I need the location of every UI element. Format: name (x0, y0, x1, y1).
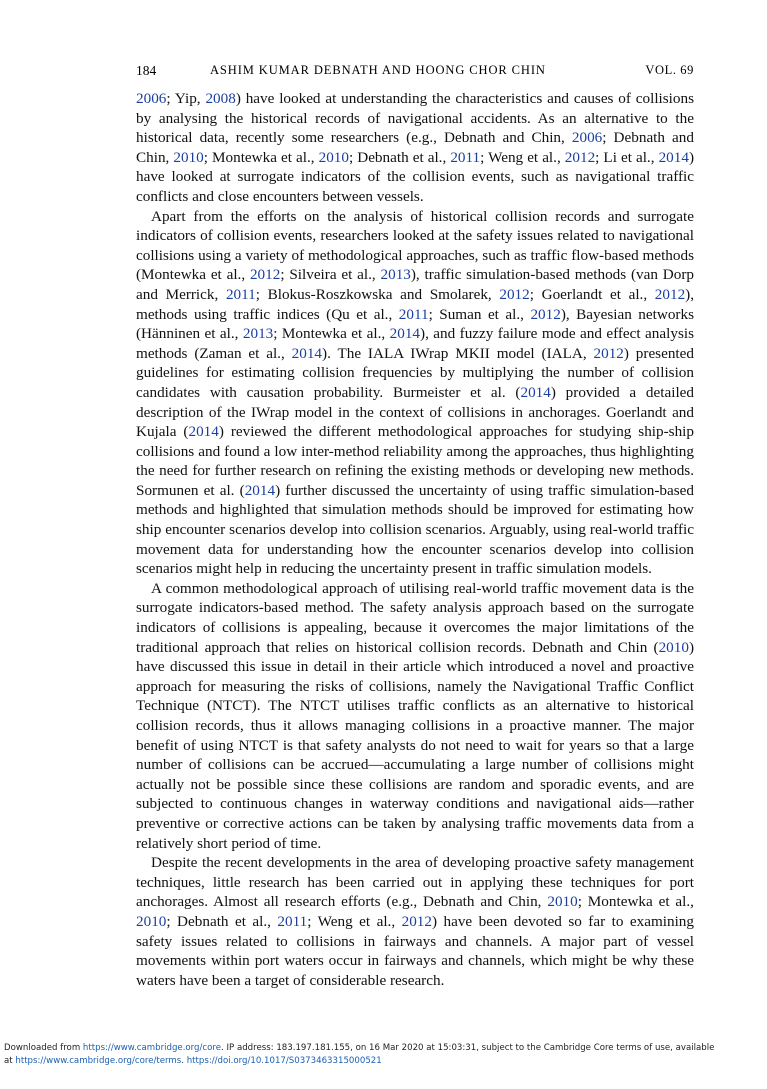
text-run: ), methods using traffic indices (Qu et al., (136, 285, 695, 323)
citation-link[interactable]: 2014 (389, 325, 421, 343)
running-header (136, 63, 694, 81)
text-run: Despite the recent developments in the area of developing proactive safety management techniques, little research has been carried out in applying these techniques for port anchorages. Almost all research efforts (e.g., Debnath and Chin, (136, 854, 694, 911)
citation-link[interactable]: 2010 (173, 148, 204, 166)
footer-at-label: at (4, 1056, 16, 1067)
footer-prefix: Downloaded from (4, 1043, 83, 1053)
citation-link[interactable]: 2012 (564, 148, 596, 166)
text-run: ; Weng et al., (307, 912, 402, 930)
text-run: ; Weng et al., (480, 148, 565, 166)
citation-link[interactable]: 2014 (244, 481, 276, 499)
citation-link[interactable]: 2014 (291, 344, 323, 362)
text-run: ; Montewka et al., (273, 325, 390, 343)
text-run: ), traffic simulation-based methods (van Dorp and Merrick, (136, 266, 694, 303)
text-run: A common methodological approach of utilising real-world traffic movement data is the surrogate indicators-based method. The safety analysis approach based on the surrogate indicators of collisions is appealing, because it overcomes the major limitations of the traditional approach that relies on historical collision records. Debnath and Chin ( (136, 579, 694, 656)
citation-link[interactable]: 2011 (225, 285, 256, 303)
download-notice (4, 1042, 764, 1068)
text-run: ; Goerlandt et al., (529, 285, 655, 303)
text-run: ; Yip, (166, 90, 206, 107)
doi-link[interactable]: https://doi.org/10.1017/S0373463315000521 (186, 1056, 382, 1067)
running-head-authors: ASHIM KUMAR DEBNATH AND HOONG CHOR CHIN (210, 63, 546, 77)
text-run: ). The IALA IWrap MKII model (IALA, (322, 344, 594, 362)
page-number: 184 (136, 63, 157, 78)
citation-link[interactable]: 2011 (277, 912, 308, 930)
citation-link[interactable]: 2013 (242, 325, 274, 343)
text-run: ) have been devoted so far to examining safety issues related to collisions in fairways and channels. A major part of vessel movements within port waters occur in fairways and channels, which might be why these waters have been a target of considerable research. (136, 912, 694, 989)
volume-label: VOL. 69 (645, 63, 694, 77)
citation-link[interactable]: 2014 (520, 383, 551, 401)
core-link[interactable]: https://www.cambridge.org/core (82, 1043, 222, 1053)
text-run: ) further discussed the uncertainty of using traffic simulation-based methods and highlighted that simulation methods should be improved for estimating how ship encounter scenarios develop into collision scenarios. Arguably, using real-world traffic movement data for understanding how the encounter scenarios develop into collision scenarios might help in reducing the uncertainty present in traffic simulation models. (136, 481, 694, 578)
citation-link[interactable]: 2012 (593, 344, 624, 362)
citation-link[interactable]: 2012 (249, 266, 281, 284)
body-paragraph (136, 853, 694, 990)
citation-link[interactable]: 2012 (499, 285, 530, 303)
text-run: ; Debnath and Chin, (136, 129, 694, 166)
body-paragraph (136, 207, 694, 579)
citation-link[interactable]: 2014 (188, 423, 219, 441)
text-run: ), Bayesian networks (Hänninen et al., (136, 305, 694, 343)
text-run: ; Suman et al., (428, 305, 531, 323)
citation-link[interactable]: 2011 (450, 148, 481, 166)
footer-separator: . (181, 1056, 187, 1067)
body-paragraph (136, 579, 694, 853)
text-run: ) have looked at surrogate indicators of the collision events, such as navigational traffic conflicts and close encounters between vessels. (136, 148, 694, 205)
citation-link[interactable]: 2010 (547, 893, 578, 911)
citation-link[interactable]: 2012 (654, 285, 686, 303)
text-run: ), and fuzzy failure mode and effect analysis methods (Zaman et al., (136, 325, 694, 362)
citation-link[interactable]: 2006 (571, 129, 603, 147)
article-body (136, 89, 694, 990)
body-paragraph (136, 89, 694, 207)
citation-link[interactable]: 2011 (398, 305, 429, 323)
text-run: ) provided a detailed description of the IWrap model in the context of collisions in anchorages. Goerlandt and Kujala ( (136, 383, 694, 441)
terms-link[interactable]: https://www.cambridge.org/core/terms (15, 1056, 182, 1067)
citation-link[interactable]: 2010 (318, 148, 349, 166)
citation-link[interactable]: 2012 (530, 305, 561, 323)
citation-link[interactable]: 2006 (136, 90, 167, 107)
text-run: ) presented guidelines for estimating collision frequencies by multiplying the number of collision candidates with causation probability. Burmeister et al. ( (136, 344, 694, 401)
text-run: ; Debnath et al., (166, 912, 278, 930)
text-run: ; Debnath et al., (348, 148, 451, 166)
text-run: ) have looked at understanding the characteristics and causes of collisions by analysing the historical records of navigational accidents. As an alternative to the historical data, recently some researchers (e.g., Debnath and Chin, (136, 90, 694, 147)
citation-link[interactable]: 2013 (380, 266, 411, 284)
text-run: ; Blokus-Roszkowska and Smolarek, (255, 285, 500, 303)
footer-middle: . IP address: 183.197.181.155, on 16 Mar 2020 at 15:03:31, subject to the Cambridge Core terms of use, available (221, 1043, 715, 1053)
text-run: ; Silveira et al., (280, 266, 381, 284)
text-run: Apart from the efforts on the analysis of historical collision records and surrogate indicators of collision events, researchers looked at the safety issues related to navigational collisions using a variety of methodological approaches, such as traffic flow-based methods (Montewka et al., (136, 207, 694, 284)
citation-link[interactable]: 2012 (401, 912, 432, 930)
text-run: ) have discussed this issue in detail in their article which introduced a novel and proactive approach for measuring the risks of collisions, namely the Navigational Traffic Conflict Technique (NTCT). The NTCT utilises traffic conflicts as an alternative to historical collision records, thus it allows managing collisions in a proactive manner. The major benefit of using NTCT is that safety analysts do not need to wait for years so that a large number of collisions can be accrued—accumulating a large number of collisions might actually not be possible since these collisions are random and sporadic events, and are subjected to continuous changes in waterway conditions and navigational aids—rather preventive or corrective actions can be taken by analysing traffic movements data from a relatively short period of time. (136, 638, 694, 852)
text-run: ) reviewed the different methodological approaches for studying ship-ship collisions and found a low inter-method reliability among the approaches, thus highlighting the need for further research on refining the existing methods or developing new methods. Sormunen et al. ( (136, 423, 694, 499)
text-run: ; Montewka et al., (577, 893, 694, 911)
citation-link[interactable]: 2008 (205, 90, 236, 107)
text-run: ; Montewka et al., (203, 148, 319, 166)
citation-link[interactable]: 2010 (136, 912, 167, 930)
citation-link[interactable]: 2010 (658, 638, 689, 656)
citation-link[interactable]: 2014 (658, 148, 689, 166)
text-run: ; Li et al., (595, 148, 659, 166)
